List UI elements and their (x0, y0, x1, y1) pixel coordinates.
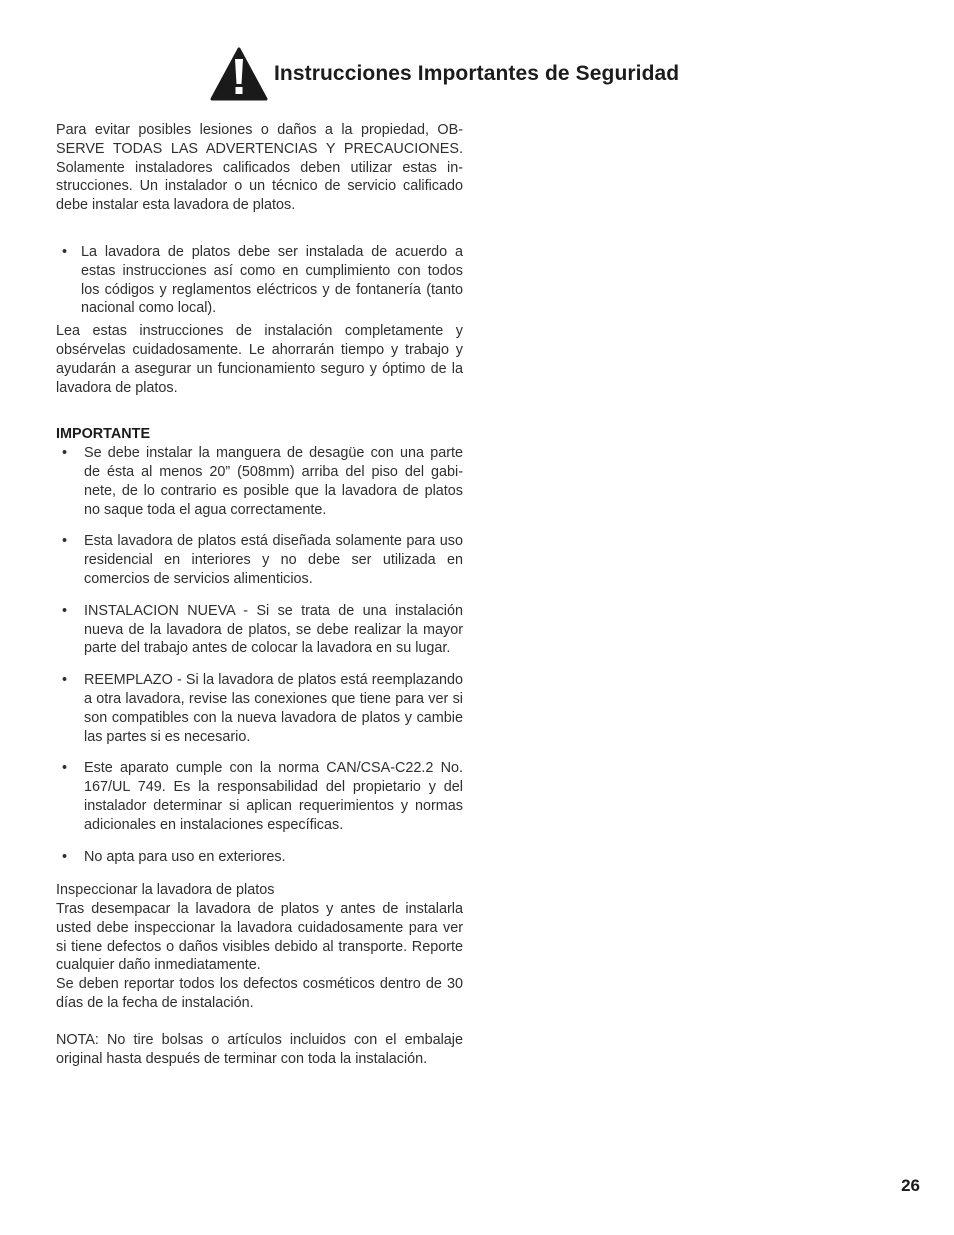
bullet-text: Se debe instalar la manguera de desagüe con una parte de ésta al menos 20” (508mm) arriba del piso del gabi- nete, de lo contrario es posible que la lavadora de platos no saque toda el agua correctamente. (84, 445, 463, 518)
bullet-marker: • (62, 602, 68, 619)
bullet-marker: • (62, 445, 68, 462)
bullet-marker: • (62, 672, 68, 689)
bullet-text: Esta lavadora de platos está diseñada solamente para uso residencial en interiores y no debe ser utilizada en comercios de servicios alimenticios. (84, 533, 463, 587)
note-paragraph: NOTA: No tire bolsas o artículos incluidos con el embalaje original hasta después de terminar con toda la instalación. (56, 1031, 463, 1067)
content-column (56, 121, 463, 1068)
important-heading: IMPORTANTE (56, 426, 151, 443)
warning-triangle-icon (210, 47, 268, 101)
read-instructions-paragraph: Lea estas instrucciones de instalación completamente y obsérvelas cuidadosamente. Le ahorrarán tiempo y trabajo y ayudarán a asegurar un funcionamiento seguro y óptimo de la lavadora de platos. (56, 323, 463, 396)
bullet-marker: • (62, 848, 68, 865)
list-item (56, 243, 463, 318)
bullet-marker: • (62, 533, 68, 550)
list-item (56, 759, 463, 834)
inspection-heading: Inspeccionar la lavadora de platos (56, 882, 275, 899)
inspection-body: Tras desempacar la lavadora de platos y antes de instalarla usted debe inspeccionar la lavadora cuidadosamente para ver si tiene defectos o daños visibles debido al transporte. Reporte cualquier daño inmediatamente. (56, 901, 463, 974)
inspection-section (56, 881, 463, 1013)
section-header (210, 46, 679, 102)
bullet-marker: • (62, 243, 68, 260)
install-bullet (56, 243, 463, 318)
list-item (56, 532, 463, 588)
bullet-text: No apta para uso en exteriores. (84, 848, 286, 865)
important-list (56, 444, 463, 866)
bullet-marker: • (62, 760, 68, 777)
list-item (56, 602, 463, 658)
bullet-text: La lavadora de platos debe ser instalada de acuerdo a estas instrucciones así como en cumplimiento con todos los códigos y reglamentos eléctricos y de fontanería (tanto nacional como local). (81, 243, 463, 317)
list-item (56, 848, 463, 867)
bullet-text: INSTALACION NUEVA - Si se trata de una instalación nueva de la lavadora de platos, se debe realizar la mayor parte del trabajo antes de colocar la lavadora en su lugar. (84, 602, 463, 657)
intro-paragraph: Para evitar posibles lesiones o daños a la propiedad, OB- SERVE TODAS LAS ADVERTENCIAS Y PRECAUCIONES. Solamente instaladores calificados deben utilizar estas in- strucciones. Un instalador o un técnico de servicio calificado debe instalar esta lavadora de platos. (56, 122, 463, 214)
list-item (56, 444, 463, 519)
bullet-text: REEMPLAZO - Si la lavadora de platos está reemplazando a otra lavadora, revise las conexiones que tiene para ver si son compatibles con la nueva lavadora de platos y cambie las partes si es necesario. (84, 672, 463, 745)
inspection-report: Se deben reportar todos los defectos cosméticos dentro de 30 días de la fecha de instalación. (56, 976, 463, 1012)
page-title: Instrucciones Importantes de Seguridad (274, 62, 680, 85)
list-item (56, 671, 463, 746)
bullet-text: Este aparato cumple con la norma CAN/CSA-C22.2 No. 167/UL 749. Es la responsabilidad del propietario y del instalador determinar si aplican requerimientos y normas adicionales en instalaciones específicas. (84, 760, 463, 833)
page-number: 26 (901, 1176, 920, 1195)
